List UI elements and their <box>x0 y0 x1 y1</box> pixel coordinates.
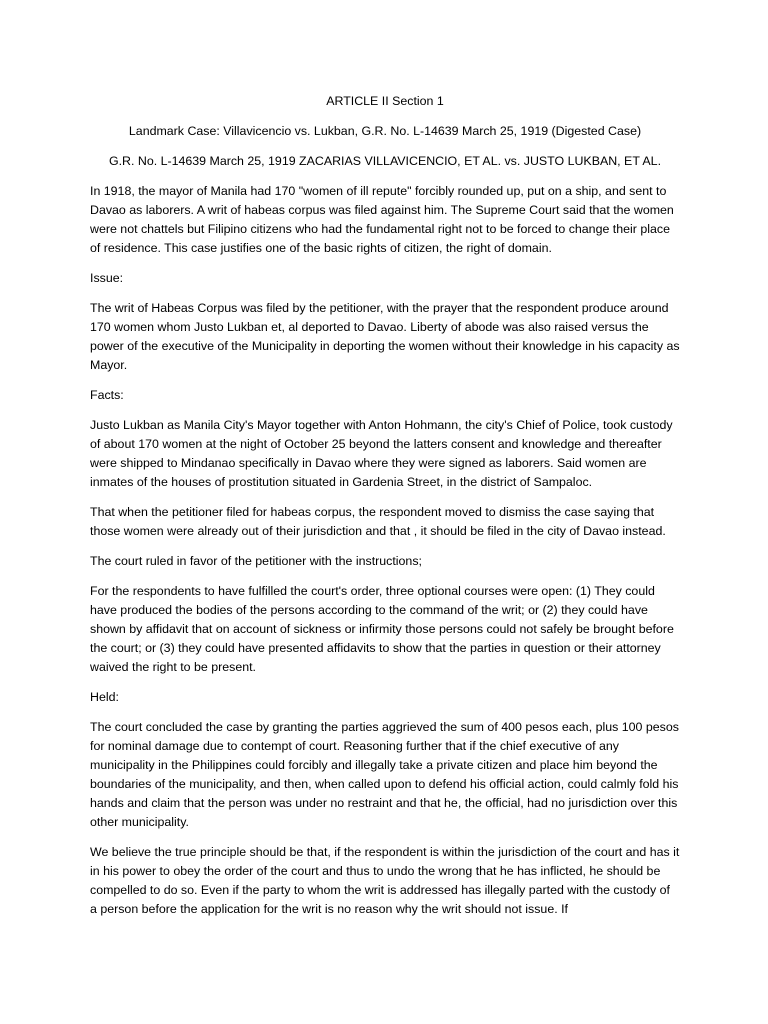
document-heading: ARTICLE II Section 1 <box>326 94 444 108</box>
intro-paragraph: In 1918, the mayor of Manila had 170 "women of ill repute" forcibly rounded up, put on a ship, and sent to Davao as laborers. A writ of habeas corpus was filed against him. The Supreme Court said that the women were not chattels but Filipino citizens who had the fundamental right not to be forced to change their place of residence. This case justifies one of the basic rights of citizen, the right of domain. <box>90 184 674 255</box>
facts-paragraph-3: The court ruled in favor of the petitioner with the instructions; <box>90 554 422 568</box>
facts-label: Facts: <box>90 388 124 402</box>
facts-paragraph-4: For the respondents to have fulfilled the court's order, three optional courses were open: (1) They could have produced the bodies of the persons according to the command of the writ; or (2) they could have shown by affidavit that on account of sickness or infirmity those persons could not safely be brought before the court; or (3) they could have presented affidavits to show that the parties in question or their attorney waived the right to be present. <box>90 584 674 674</box>
document-page <box>90 92 680 930</box>
held-paragraph-2: We believe the true principle should be that, if the respondent is within the jurisdiction of the court and has it in his power to obey the order of the court and thus to undo the wrong that he has inflicted, he should be compelled to do so. Even if the party to whom the writ is addressed has illegally parted with the custody of a person before the application for the writ is no reason why the writ should not issue. If <box>90 845 680 916</box>
held-paragraph-1: The court concluded the case by granting the parties aggrieved the sum of 400 pesos each, plus 100 pesos for nominal damage due to contempt of court. Reasoning further that if the chief executive of any municipality in the Philippines could forcibly and illegally take a private citizen and place him beyond the boundaries of the municipality, and then, when called upon to defend his official action, could calmly fold his hands and claim that the person was under no restraint and that he, the official, had no jurisdiction over this other municipality. <box>90 720 679 829</box>
case-citation: G.R. No. L-14639 March 25, 1919 ZACARIAS VILLAVICENCIO, ET AL. vs. JUSTO LUKBAN, ET AL. <box>108 154 662 168</box>
case-title: Landmark Case: Villavicencio vs. Lukban, G.R. No. L-14639 March 25, 1919 (Digested Case) <box>128 124 642 138</box>
facts-paragraph-2: That when the petitioner filed for habeas corpus, the respondent moved to dismiss the case saying that those women were already out of their jurisdiction and that , it should be filed in the city of Davao instead. <box>90 505 666 538</box>
issue-paragraph: The writ of Habeas Corpus was filed by the petitioner, with the prayer that the respondent produce around 170 women whom Justo Lukban et, al deported to Davao. Liberty of abode was also raised versus the power of the executive of the Municipality in deporting the women without their knowledge in his capacity as Mayor. <box>90 301 680 372</box>
facts-paragraph-1: Justo Lukban as Manila City's Mayor together with Anton Hohmann, the city's Chief of Police, took custody of about 170 women at the night of October 25 beyond the latters consent and knowledge and thereafter were shipped to Mindanao specifically in Davao where they were signed as laborers. Said women are inmates of the houses of prostitution situated in Gardenia Street, in the district of Sampaloc. <box>90 418 673 489</box>
held-label: Held: <box>90 690 119 704</box>
issue-label: Issue: <box>90 271 124 285</box>
